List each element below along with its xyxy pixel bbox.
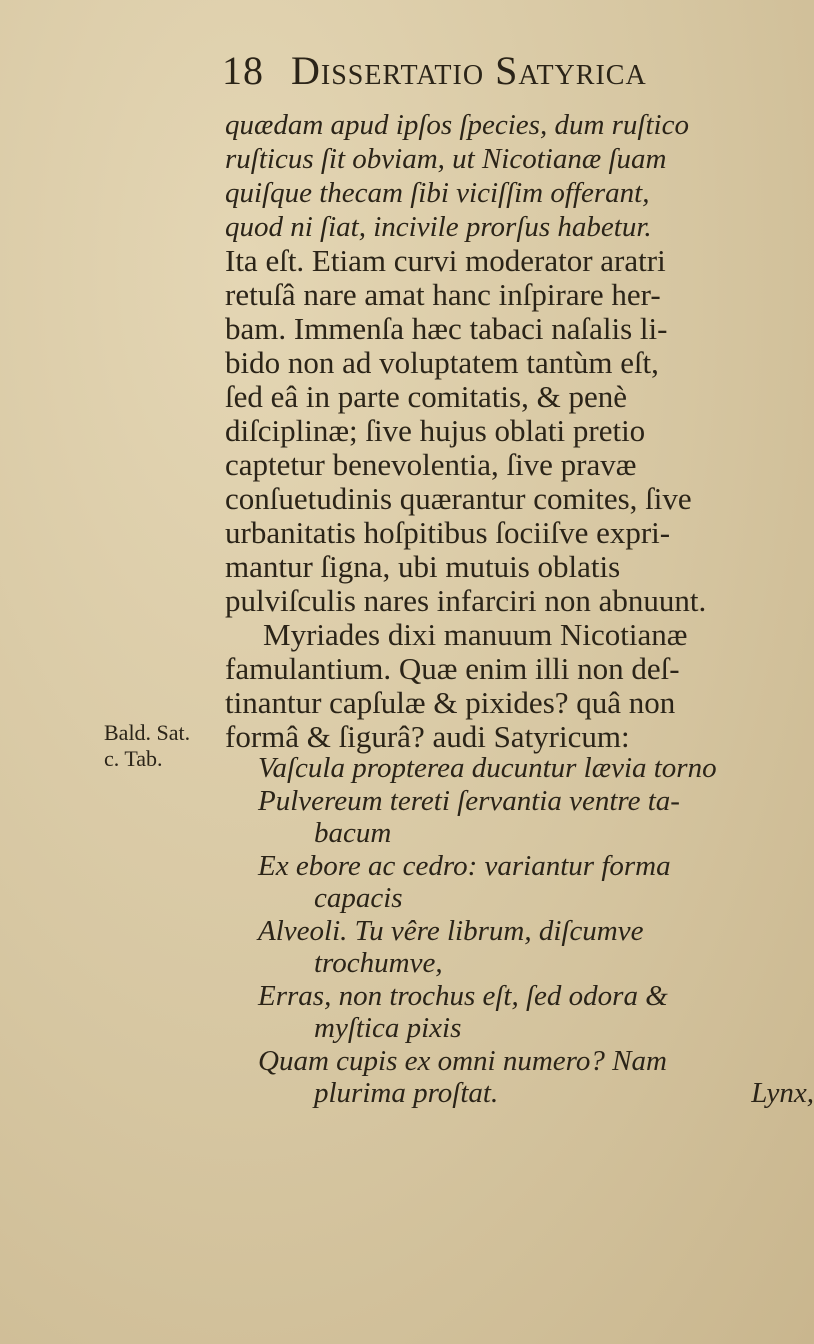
- text-line: mantur ſigna, ubi mutuis oblatis: [225, 549, 621, 584]
- margin-note-line: Bald. Sat.: [104, 720, 191, 745]
- verse-line: myſtica pixis: [314, 1012, 462, 1044]
- catchword: Lynx,: [751, 1077, 814, 1109]
- italic-paragraph: [225, 108, 790, 244]
- verse-fragment: plurima proſtat.: [314, 1077, 499, 1109]
- verse-line: Pulvereum tereti ſervantia ventre ta-: [258, 784, 680, 817]
- text-line: famulantium. Quæ enim illi non deſ-: [225, 651, 680, 686]
- text-line: Myriades dixi manuum Nicotianæ: [263, 617, 688, 652]
- text-line: pulviſculis nares infarciri non abnuunt.: [225, 583, 707, 618]
- text-line: urbanitatis hoſpitibus ſociiſve expri-: [225, 515, 671, 550]
- verse-line: Erras, non trochus eſt, ſed odora &: [258, 979, 668, 1012]
- verse-line: capacis: [314, 882, 403, 914]
- text-line: captetur benevolentia, ſive pravæ: [225, 447, 637, 482]
- text-line: ruſticus ſit obviam, ut Nicotianæ ſuam: [225, 143, 667, 175]
- text-line: quiſque thecam ſibi viciſſim offerant,: [225, 177, 650, 209]
- verse-line: Quam cupis ex omni numero? Nam: [258, 1044, 667, 1077]
- roman-paragraph: [225, 244, 790, 754]
- verse-line: bacum: [314, 817, 392, 849]
- text-line: ſed eâ in parte comitatis, & penè: [225, 379, 627, 414]
- text-line: bam. Immenſa hæc tabaci naſalis li-: [225, 311, 668, 346]
- text-line: quædam apud ipſos ſpecies, dum ruſtico: [225, 109, 689, 141]
- margin-note: [104, 720, 204, 772]
- verse-line: Alveoli. Tu vêre librum, diſcumve: [258, 914, 644, 947]
- verse-line: trochumve,: [314, 947, 443, 979]
- text-line: diſciplinæ; ſive hujus oblati pretio: [225, 413, 646, 448]
- verse-line: Vaſcula propterea ducuntur lævia torno: [258, 752, 717, 784]
- verse-line: Ex ebore ac cedro: variantur forma: [258, 849, 671, 882]
- running-title: Dissertatio Satyrica: [291, 48, 647, 93]
- verse-line: [258, 1077, 814, 1110]
- page-number: 18: [222, 48, 264, 93]
- text-line: quod ni ſiat, incivile prorſus habetur.: [225, 211, 652, 243]
- text-line: tinantur capſulæ & pixides? quâ non: [225, 685, 676, 720]
- text-line: formâ & ſigurâ? audi Satyricum:: [225, 719, 630, 754]
- margin-note-line: c. Tab.: [104, 746, 163, 771]
- text-line: bido non ad voluptatem tantùm eſt,: [225, 345, 659, 380]
- verse-quotation: [258, 752, 814, 1110]
- text-line: retuſâ nare amat hanc inſpirare her-: [225, 277, 661, 312]
- text-line: conſuetudinis quærantur comites, ſive: [225, 481, 692, 516]
- running-header: [222, 42, 782, 100]
- text-line: Ita eſt. Etiam curvi moderator aratri: [225, 243, 666, 278]
